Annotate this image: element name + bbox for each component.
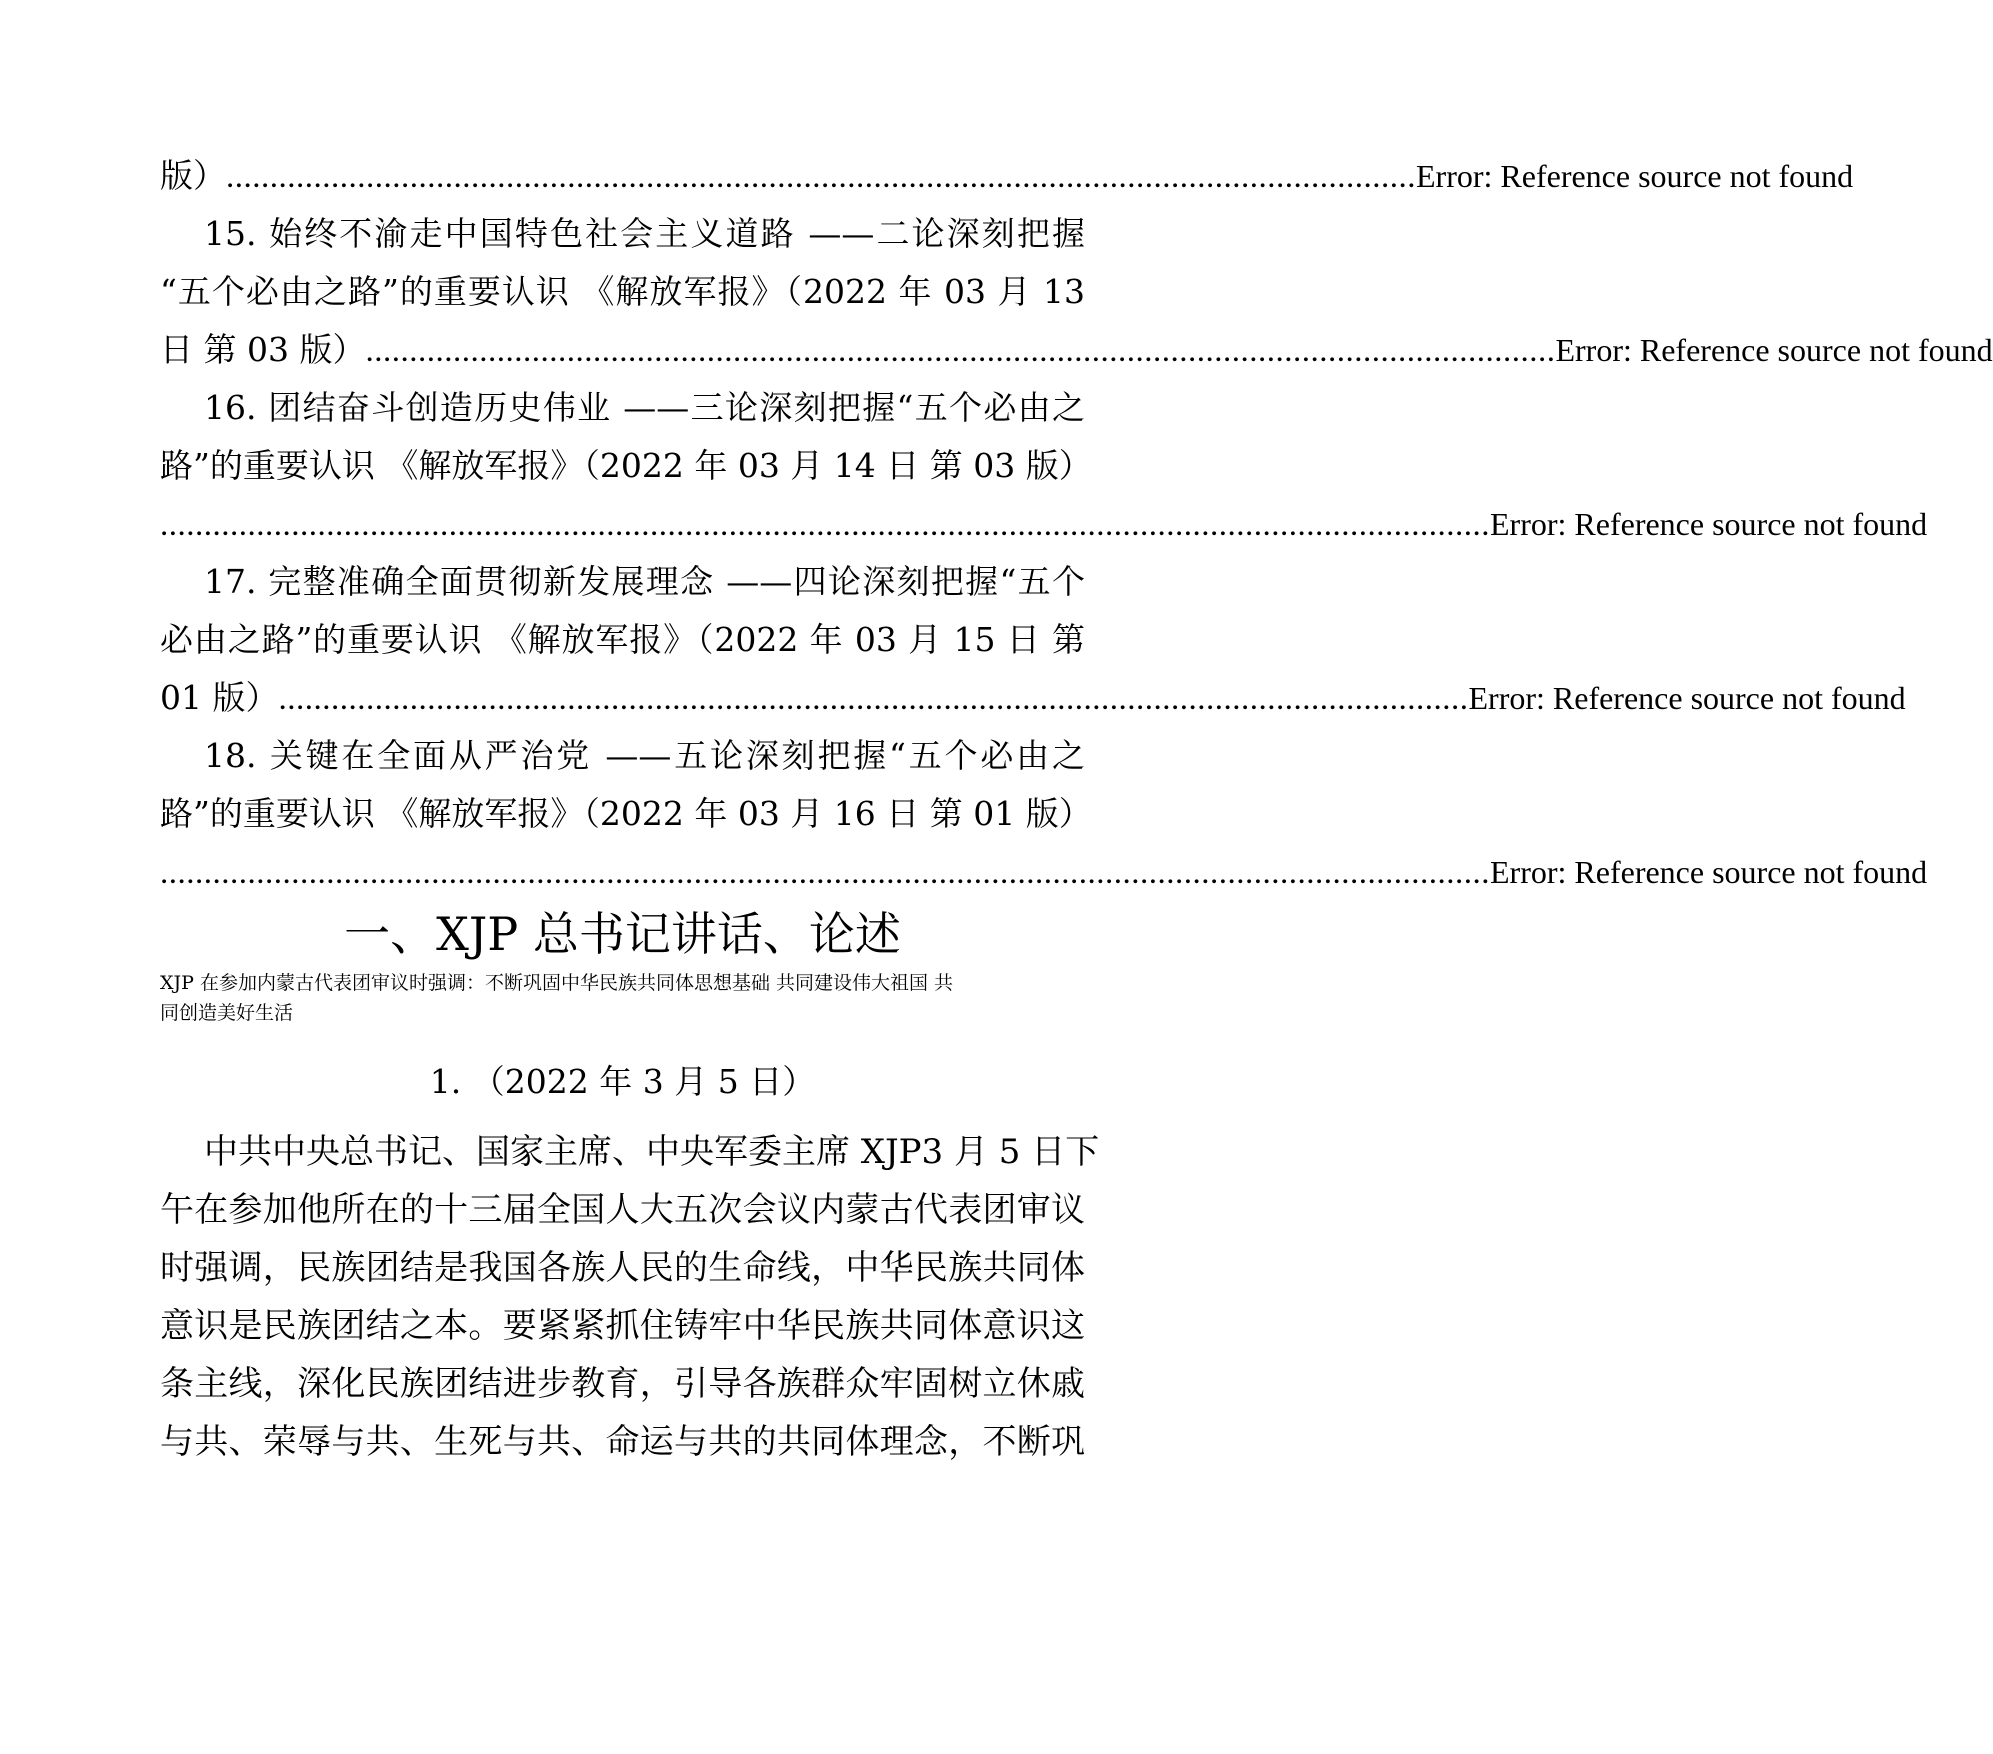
toc-page-ref: Error: Reference source not found xyxy=(1490,506,1928,542)
toc-entry-18-line2[interactable]: 路”的重要认识 《解放军报》（2022 年 03 月 16 日 第 01 版） xyxy=(160,794,1092,833)
section-heading: 一、XJP 总书记讲话、论述 xyxy=(344,907,901,961)
toc-line[interactable] xyxy=(160,146,1854,206)
toc-entry-15-line1[interactable]: 15. 始终不渝走中国特色社会主义道路 ——二论深刻把握 xyxy=(204,214,1085,253)
item-heading: 1. （2022 年 3 月 5 日） xyxy=(429,1062,816,1101)
toc-entry-16-line1[interactable]: 16. 团结奋斗创造历史伟业 ——三论深刻把握“五个必由之 xyxy=(204,388,1085,427)
toc-line-text: 版） xyxy=(160,156,226,195)
toc-entry-18-line1[interactable]: 18. 关键在全面从严治党 ——五论深刻把握“五个必由之 xyxy=(204,736,1085,775)
toc-leader-dots: ........................................................................................................................................ xyxy=(226,159,1416,195)
body-line: 时强调，民族团结是我国各族人民的生命线，中华民族共同体 xyxy=(160,1248,1085,1288)
toc-page-ref: Error: Reference source not found xyxy=(1468,680,1906,716)
toc-page-ref: Error: Reference source not found xyxy=(1490,854,1928,890)
toc-entry-17-line1[interactable]: 17. 完整准确全面贯彻新发展理念 ——四论深刻把握“五个 xyxy=(204,562,1085,601)
body-line: 意识是民族团结之本。要紧紧抓住铸牢中华民族共同体意识这 xyxy=(160,1306,1085,1346)
article-title-line2: 同创造美好生活 xyxy=(160,1002,294,1024)
toc-entry-16-line3[interactable] xyxy=(160,494,1928,554)
body-line: 条主线，深化民族团结进步教育，引导各族群众牢固树立休戚 xyxy=(160,1364,1085,1404)
toc-entry-16-line2[interactable]: 路”的重要认识 《解放军报》（2022 年 03 月 14 日 第 03 版） xyxy=(160,446,1092,485)
toc-line-text: 日 第 03 版） xyxy=(160,330,366,369)
toc-entry-15-line2[interactable]: “五个必由之路”的重要认识 《解放军报》（2022 年 03 月 13 xyxy=(160,272,1085,311)
article-title-line1: XJP 在参加内蒙古代表团审议时强调：不断巩固中华民族共同体思想基础 共同建设伟大祖国 共 xyxy=(160,972,954,994)
toc-entry-18-line3[interactable] xyxy=(160,842,1928,902)
toc-entry-17-line2[interactable]: 必由之路”的重要认识 《解放军报》（2022 年 03 月 15 日 第 xyxy=(160,620,1085,659)
body-line: 中共中央总书记、国家主席、中央军委主席 XJP3 月 5 日下 xyxy=(204,1132,1100,1172)
toc-entry-17-line3[interactable] xyxy=(160,668,1906,728)
toc-leader-dots: ........................................................................................................................................ xyxy=(365,333,1556,369)
body-line: 与共、荣辱与共、生死与共、命运与共的共同体理念，不断巩 xyxy=(160,1422,1085,1462)
toc-entry-15-line3[interactable] xyxy=(160,320,1993,380)
body-line: 午在参加他所在的十三届全国人大五次会议内蒙古代表团审议 xyxy=(160,1190,1085,1230)
toc-page-ref: Error: Reference source not found xyxy=(1555,332,1993,368)
toc-leader-dots: ........................................................................................................................................................ xyxy=(160,855,1490,891)
toc-line-text: 01 版） xyxy=(160,678,279,717)
toc-leader-dots: ........................................................................................................................................................ xyxy=(160,507,1490,543)
toc-page-ref: Error: Reference source not found xyxy=(1416,158,1854,194)
toc-leader-dots: ........................................................................................................................................ xyxy=(278,681,1469,717)
